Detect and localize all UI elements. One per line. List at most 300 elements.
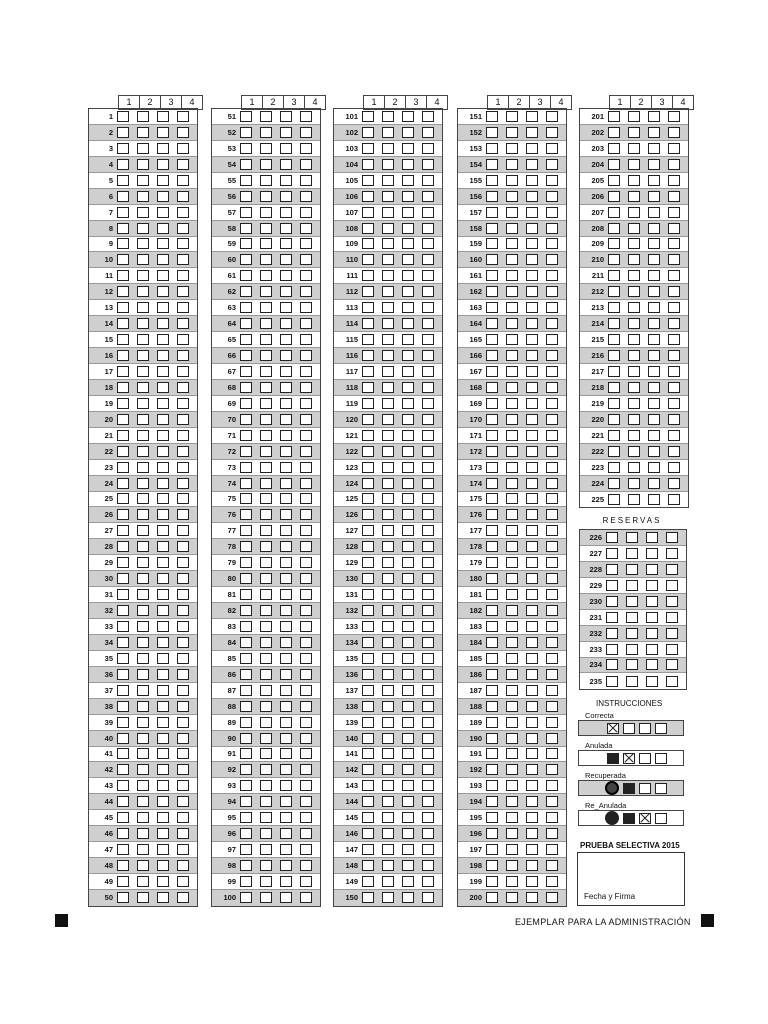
answer-checkbox[interactable] xyxy=(117,382,129,393)
answer-checkbox[interactable] xyxy=(260,764,272,775)
answer-checkbox[interactable] xyxy=(666,659,678,670)
answer-checkbox[interactable] xyxy=(157,717,169,728)
answer-checkbox[interactable] xyxy=(526,605,538,616)
answer-checkbox[interactable] xyxy=(486,398,498,409)
answer-checkbox[interactable] xyxy=(422,238,434,249)
answer-checkbox[interactable] xyxy=(402,876,414,887)
answer-checkbox[interactable] xyxy=(666,612,678,623)
answer-checkbox[interactable] xyxy=(157,191,169,202)
answer-checkbox[interactable] xyxy=(546,254,558,265)
answer-checkbox[interactable] xyxy=(668,111,680,122)
answer-checkbox[interactable] xyxy=(486,796,498,807)
answer-checkbox[interactable] xyxy=(486,159,498,170)
answer-checkbox[interactable] xyxy=(666,644,678,655)
answer-checkbox[interactable] xyxy=(668,318,680,329)
answer-checkbox[interactable] xyxy=(506,302,518,313)
answer-checkbox[interactable] xyxy=(157,478,169,489)
answer-checkbox[interactable] xyxy=(157,127,169,138)
answer-checkbox[interactable] xyxy=(280,860,292,871)
answer-checkbox[interactable] xyxy=(526,796,538,807)
answer-checkbox[interactable] xyxy=(486,876,498,887)
answer-checkbox[interactable] xyxy=(240,812,252,823)
answer-checkbox[interactable] xyxy=(240,589,252,600)
answer-checkbox[interactable] xyxy=(608,159,620,170)
answer-checkbox[interactable] xyxy=(506,430,518,441)
answer-checkbox[interactable] xyxy=(240,748,252,759)
answer-checkbox[interactable] xyxy=(157,159,169,170)
answer-checkbox[interactable] xyxy=(402,748,414,759)
answer-checkbox[interactable] xyxy=(402,191,414,202)
answer-checkbox[interactable] xyxy=(300,780,312,791)
answer-checkbox[interactable] xyxy=(382,844,394,855)
answer-checkbox[interactable] xyxy=(240,525,252,536)
answer-checkbox[interactable] xyxy=(526,430,538,441)
answer-checkbox[interactable] xyxy=(422,159,434,170)
answer-checkbox[interactable] xyxy=(546,446,558,457)
answer-checkbox[interactable] xyxy=(422,764,434,775)
answer-checkbox[interactable] xyxy=(260,876,272,887)
answer-checkbox[interactable] xyxy=(177,525,189,536)
answer-checkbox[interactable] xyxy=(486,175,498,186)
answer-checkbox[interactable] xyxy=(382,127,394,138)
answer-checkbox[interactable] xyxy=(526,589,538,600)
answer-checkbox[interactable] xyxy=(486,382,498,393)
answer-checkbox[interactable] xyxy=(526,541,538,552)
answer-checkbox[interactable] xyxy=(177,446,189,457)
answer-checkbox[interactable] xyxy=(486,286,498,297)
answer-checkbox[interactable] xyxy=(606,676,618,687)
answer-checkbox[interactable] xyxy=(668,430,680,441)
answer-checkbox[interactable] xyxy=(260,159,272,170)
answer-checkbox[interactable] xyxy=(526,812,538,823)
answer-checkbox[interactable] xyxy=(137,127,149,138)
answer-checkbox[interactable] xyxy=(260,796,272,807)
answer-checkbox[interactable] xyxy=(137,812,149,823)
answer-checkbox[interactable] xyxy=(402,621,414,632)
answer-checkbox[interactable] xyxy=(526,828,538,839)
answer-checkbox[interactable] xyxy=(382,637,394,648)
answer-checkbox[interactable] xyxy=(382,796,394,807)
answer-checkbox[interactable] xyxy=(486,430,498,441)
answer-checkbox[interactable] xyxy=(362,876,374,887)
answer-checkbox[interactable] xyxy=(260,238,272,249)
answer-checkbox[interactable] xyxy=(402,717,414,728)
answer-checkbox[interactable] xyxy=(546,270,558,281)
answer-checkbox[interactable] xyxy=(260,685,272,696)
answer-checkbox[interactable] xyxy=(157,892,169,903)
answer-checkbox[interactable] xyxy=(157,143,169,154)
answer-checkbox[interactable] xyxy=(240,111,252,122)
answer-checkbox[interactable] xyxy=(117,127,129,138)
answer-checkbox[interactable] xyxy=(526,780,538,791)
answer-checkbox[interactable] xyxy=(666,580,678,591)
answer-checkbox[interactable] xyxy=(608,414,620,425)
answer-checkbox[interactable] xyxy=(402,780,414,791)
answer-checkbox[interactable] xyxy=(300,493,312,504)
answer-checkbox[interactable] xyxy=(137,621,149,632)
answer-checkbox[interactable] xyxy=(546,334,558,345)
answer-checkbox[interactable] xyxy=(668,143,680,154)
answer-checkbox[interactable] xyxy=(117,493,129,504)
answer-checkbox[interactable] xyxy=(137,302,149,313)
answer-checkbox[interactable] xyxy=(117,796,129,807)
answer-checkbox[interactable] xyxy=(648,334,660,345)
answer-checkbox[interactable] xyxy=(606,644,618,655)
answer-checkbox[interactable] xyxy=(648,462,660,473)
answer-checkbox[interactable] xyxy=(177,573,189,584)
answer-checkbox[interactable] xyxy=(300,605,312,616)
answer-checkbox[interactable] xyxy=(402,382,414,393)
answer-checkbox[interactable] xyxy=(157,780,169,791)
answer-checkbox[interactable] xyxy=(506,446,518,457)
answer-checkbox[interactable] xyxy=(280,701,292,712)
answer-checkbox[interactable] xyxy=(402,493,414,504)
answer-checkbox[interactable] xyxy=(260,334,272,345)
answer-checkbox[interactable] xyxy=(646,548,658,559)
answer-checkbox[interactable] xyxy=(177,685,189,696)
answer-checkbox[interactable] xyxy=(668,191,680,202)
answer-checkbox[interactable] xyxy=(137,493,149,504)
answer-checkbox[interactable] xyxy=(486,605,498,616)
answer-checkbox[interactable] xyxy=(157,238,169,249)
answer-checkbox[interactable] xyxy=(668,127,680,138)
answer-checkbox[interactable] xyxy=(280,669,292,680)
answer-checkbox[interactable] xyxy=(526,669,538,680)
answer-checkbox[interactable] xyxy=(260,175,272,186)
answer-checkbox[interactable] xyxy=(422,286,434,297)
answer-checkbox[interactable] xyxy=(280,446,292,457)
answer-checkbox[interactable] xyxy=(280,127,292,138)
answer-checkbox[interactable] xyxy=(648,159,660,170)
answer-checkbox[interactable] xyxy=(137,557,149,568)
answer-checkbox[interactable] xyxy=(526,159,538,170)
answer-checkbox[interactable] xyxy=(382,717,394,728)
answer-checkbox[interactable] xyxy=(422,621,434,632)
answer-checkbox[interactable] xyxy=(422,796,434,807)
answer-checkbox[interactable] xyxy=(300,350,312,361)
answer-checkbox[interactable] xyxy=(506,605,518,616)
answer-checkbox[interactable] xyxy=(137,350,149,361)
answer-checkbox[interactable] xyxy=(422,382,434,393)
answer-checkbox[interactable] xyxy=(280,541,292,552)
answer-checkbox[interactable] xyxy=(382,350,394,361)
answer-checkbox[interactable] xyxy=(157,541,169,552)
answer-checkbox[interactable] xyxy=(546,748,558,759)
answer-checkbox[interactable] xyxy=(382,334,394,345)
answer-checkbox[interactable] xyxy=(546,350,558,361)
answer-checkbox[interactable] xyxy=(362,350,374,361)
answer-checkbox[interactable] xyxy=(486,748,498,759)
answer-checkbox[interactable] xyxy=(546,637,558,648)
answer-checkbox[interactable] xyxy=(300,254,312,265)
answer-checkbox[interactable] xyxy=(402,573,414,584)
answer-checkbox[interactable] xyxy=(382,286,394,297)
answer-checkbox[interactable] xyxy=(260,717,272,728)
answer-checkbox[interactable] xyxy=(648,446,660,457)
answer-checkbox[interactable] xyxy=(646,564,658,575)
answer-checkbox[interactable] xyxy=(117,844,129,855)
answer-checkbox[interactable] xyxy=(362,159,374,170)
answer-checkbox[interactable] xyxy=(240,398,252,409)
answer-checkbox[interactable] xyxy=(668,494,680,505)
answer-checkbox[interactable] xyxy=(486,669,498,680)
answer-checkbox[interactable] xyxy=(422,701,434,712)
answer-checkbox[interactable] xyxy=(382,860,394,871)
answer-checkbox[interactable] xyxy=(546,589,558,600)
answer-checkbox[interactable] xyxy=(300,685,312,696)
answer-checkbox[interactable] xyxy=(506,127,518,138)
answer-checkbox[interactable] xyxy=(648,175,660,186)
answer-checkbox[interactable] xyxy=(117,733,129,744)
answer-checkbox[interactable] xyxy=(362,669,374,680)
answer-checkbox[interactable] xyxy=(422,844,434,855)
answer-checkbox[interactable] xyxy=(382,191,394,202)
answer-checkbox[interactable] xyxy=(526,478,538,489)
answer-checkbox[interactable] xyxy=(626,612,638,623)
answer-checkbox[interactable] xyxy=(506,621,518,632)
answer-checkbox[interactable] xyxy=(362,589,374,600)
answer-checkbox[interactable] xyxy=(362,286,374,297)
answer-checkbox[interactable] xyxy=(382,143,394,154)
answer-checkbox[interactable] xyxy=(648,414,660,425)
answer-checkbox[interactable] xyxy=(526,509,538,520)
answer-checkbox[interactable] xyxy=(526,557,538,568)
answer-checkbox[interactable] xyxy=(117,748,129,759)
answer-checkbox[interactable] xyxy=(486,478,498,489)
answer-checkbox[interactable] xyxy=(486,844,498,855)
answer-checkbox[interactable] xyxy=(240,446,252,457)
answer-checkbox[interactable] xyxy=(137,398,149,409)
answer-checkbox[interactable] xyxy=(608,286,620,297)
answer-checkbox[interactable] xyxy=(260,270,272,281)
answer-checkbox[interactable] xyxy=(177,605,189,616)
answer-checkbox[interactable] xyxy=(117,462,129,473)
answer-checkbox[interactable] xyxy=(486,207,498,218)
answer-checkbox[interactable] xyxy=(668,254,680,265)
answer-checkbox[interactable] xyxy=(546,302,558,313)
answer-checkbox[interactable] xyxy=(280,844,292,855)
answer-checkbox[interactable] xyxy=(117,685,129,696)
answer-checkbox[interactable] xyxy=(177,318,189,329)
answer-checkbox[interactable] xyxy=(280,717,292,728)
answer-checkbox[interactable] xyxy=(177,334,189,345)
answer-checkbox[interactable] xyxy=(668,398,680,409)
answer-checkbox[interactable] xyxy=(137,175,149,186)
answer-checkbox[interactable] xyxy=(362,509,374,520)
answer-checkbox[interactable] xyxy=(117,525,129,536)
answer-checkbox[interactable] xyxy=(362,796,374,807)
answer-checkbox[interactable] xyxy=(422,446,434,457)
answer-checkbox[interactable] xyxy=(362,573,374,584)
answer-checkbox[interactable] xyxy=(628,398,640,409)
answer-checkbox[interactable] xyxy=(402,127,414,138)
answer-checkbox[interactable] xyxy=(362,844,374,855)
answer-checkbox[interactable] xyxy=(362,605,374,616)
answer-checkbox[interactable] xyxy=(300,717,312,728)
answer-checkbox[interactable] xyxy=(280,637,292,648)
answer-checkbox[interactable] xyxy=(157,446,169,457)
answer-checkbox[interactable] xyxy=(506,669,518,680)
answer-checkbox[interactable] xyxy=(422,541,434,552)
answer-checkbox[interactable] xyxy=(300,191,312,202)
answer-checkbox[interactable] xyxy=(422,302,434,313)
answer-checkbox[interactable] xyxy=(157,286,169,297)
answer-checkbox[interactable] xyxy=(137,446,149,457)
answer-checkbox[interactable] xyxy=(648,430,660,441)
answer-checkbox[interactable] xyxy=(177,302,189,313)
answer-checkbox[interactable] xyxy=(546,701,558,712)
answer-checkbox[interactable] xyxy=(240,127,252,138)
answer-checkbox[interactable] xyxy=(280,653,292,664)
answer-checkbox[interactable] xyxy=(177,860,189,871)
answer-checkbox[interactable] xyxy=(402,286,414,297)
answer-checkbox[interactable] xyxy=(608,446,620,457)
answer-checkbox[interactable] xyxy=(240,717,252,728)
answer-checkbox[interactable] xyxy=(628,254,640,265)
answer-checkbox[interactable] xyxy=(546,733,558,744)
answer-checkbox[interactable] xyxy=(137,254,149,265)
answer-checkbox[interactable] xyxy=(280,366,292,377)
answer-checkbox[interactable] xyxy=(362,191,374,202)
answer-checkbox[interactable] xyxy=(546,860,558,871)
answer-checkbox[interactable] xyxy=(546,111,558,122)
answer-checkbox[interactable] xyxy=(117,717,129,728)
answer-checkbox[interactable] xyxy=(177,780,189,791)
answer-checkbox[interactable] xyxy=(362,318,374,329)
answer-checkbox[interactable] xyxy=(300,414,312,425)
answer-checkbox[interactable] xyxy=(240,414,252,425)
answer-checkbox[interactable] xyxy=(300,748,312,759)
answer-checkbox[interactable] xyxy=(240,860,252,871)
answer-checkbox[interactable] xyxy=(137,796,149,807)
answer-checkbox[interactable] xyxy=(526,334,538,345)
answer-checkbox[interactable] xyxy=(260,398,272,409)
answer-checkbox[interactable] xyxy=(628,191,640,202)
answer-checkbox[interactable] xyxy=(526,860,538,871)
answer-checkbox[interactable] xyxy=(402,270,414,281)
answer-checkbox[interactable] xyxy=(240,828,252,839)
answer-checkbox[interactable] xyxy=(608,382,620,393)
answer-checkbox[interactable] xyxy=(608,302,620,313)
answer-checkbox[interactable] xyxy=(362,430,374,441)
answer-checkbox[interactable] xyxy=(362,302,374,313)
answer-checkbox[interactable] xyxy=(506,493,518,504)
answer-checkbox[interactable] xyxy=(240,637,252,648)
answer-checkbox[interactable] xyxy=(506,398,518,409)
answer-checkbox[interactable] xyxy=(606,580,618,591)
answer-checkbox[interactable] xyxy=(240,366,252,377)
answer-checkbox[interactable] xyxy=(526,350,538,361)
answer-checkbox[interactable] xyxy=(382,780,394,791)
answer-checkbox[interactable] xyxy=(177,366,189,377)
answer-checkbox[interactable] xyxy=(526,573,538,584)
answer-checkbox[interactable] xyxy=(526,286,538,297)
answer-checkbox[interactable] xyxy=(157,621,169,632)
answer-checkbox[interactable] xyxy=(300,462,312,473)
answer-checkbox[interactable] xyxy=(486,780,498,791)
answer-checkbox[interactable] xyxy=(546,541,558,552)
answer-checkbox[interactable] xyxy=(646,628,658,639)
answer-checkbox[interactable] xyxy=(137,860,149,871)
answer-checkbox[interactable] xyxy=(526,733,538,744)
answer-checkbox[interactable] xyxy=(260,223,272,234)
answer-checkbox[interactable] xyxy=(486,414,498,425)
answer-checkbox[interactable] xyxy=(280,573,292,584)
answer-checkbox[interactable] xyxy=(157,828,169,839)
answer-checkbox[interactable] xyxy=(117,318,129,329)
answer-checkbox[interactable] xyxy=(646,659,658,670)
answer-checkbox[interactable] xyxy=(260,669,272,680)
answer-checkbox[interactable] xyxy=(382,541,394,552)
answer-checkbox[interactable] xyxy=(260,621,272,632)
answer-checkbox[interactable] xyxy=(422,398,434,409)
answer-checkbox[interactable] xyxy=(240,509,252,520)
answer-checkbox[interactable] xyxy=(668,175,680,186)
answer-checkbox[interactable] xyxy=(628,382,640,393)
answer-checkbox[interactable] xyxy=(260,605,272,616)
answer-checkbox[interactable] xyxy=(382,462,394,473)
answer-checkbox[interactable] xyxy=(177,733,189,744)
answer-checkbox[interactable] xyxy=(362,860,374,871)
answer-checkbox[interactable] xyxy=(422,780,434,791)
answer-checkbox[interactable] xyxy=(240,350,252,361)
answer-checkbox[interactable] xyxy=(546,414,558,425)
answer-checkbox[interactable] xyxy=(177,541,189,552)
answer-checkbox[interactable] xyxy=(177,669,189,680)
answer-checkbox[interactable] xyxy=(177,748,189,759)
answer-checkbox[interactable] xyxy=(157,812,169,823)
answer-checkbox[interactable] xyxy=(422,573,434,584)
answer-checkbox[interactable] xyxy=(157,493,169,504)
answer-checkbox[interactable] xyxy=(628,430,640,441)
answer-checkbox[interactable] xyxy=(526,191,538,202)
answer-checkbox[interactable] xyxy=(666,676,678,687)
answer-checkbox[interactable] xyxy=(300,860,312,871)
answer-checkbox[interactable] xyxy=(526,238,538,249)
answer-checkbox[interactable] xyxy=(300,541,312,552)
answer-checkbox[interactable] xyxy=(177,557,189,568)
answer-checkbox[interactable] xyxy=(608,350,620,361)
answer-checkbox[interactable] xyxy=(422,589,434,600)
answer-checkbox[interactable] xyxy=(382,382,394,393)
answer-checkbox[interactable] xyxy=(382,764,394,775)
answer-checkbox[interactable] xyxy=(240,286,252,297)
answer-checkbox[interactable] xyxy=(486,828,498,839)
answer-checkbox[interactable] xyxy=(526,685,538,696)
answer-checkbox[interactable] xyxy=(486,493,498,504)
answer-checkbox[interactable] xyxy=(300,398,312,409)
answer-checkbox[interactable] xyxy=(668,159,680,170)
answer-checkbox[interactable] xyxy=(546,223,558,234)
answer-checkbox[interactable] xyxy=(526,254,538,265)
answer-checkbox[interactable] xyxy=(526,382,538,393)
answer-checkbox[interactable] xyxy=(506,382,518,393)
answer-checkbox[interactable] xyxy=(280,286,292,297)
answer-checkbox[interactable] xyxy=(402,446,414,457)
answer-checkbox[interactable] xyxy=(137,733,149,744)
answer-checkbox[interactable] xyxy=(506,207,518,218)
answer-checkbox[interactable] xyxy=(362,366,374,377)
answer-checkbox[interactable] xyxy=(177,828,189,839)
answer-checkbox[interactable] xyxy=(526,111,538,122)
answer-checkbox[interactable] xyxy=(646,596,658,607)
answer-checkbox[interactable] xyxy=(157,366,169,377)
answer-checkbox[interactable] xyxy=(402,541,414,552)
answer-checkbox[interactable] xyxy=(137,669,149,680)
answer-checkbox[interactable] xyxy=(382,525,394,536)
answer-checkbox[interactable] xyxy=(157,844,169,855)
answer-checkbox[interactable] xyxy=(137,589,149,600)
